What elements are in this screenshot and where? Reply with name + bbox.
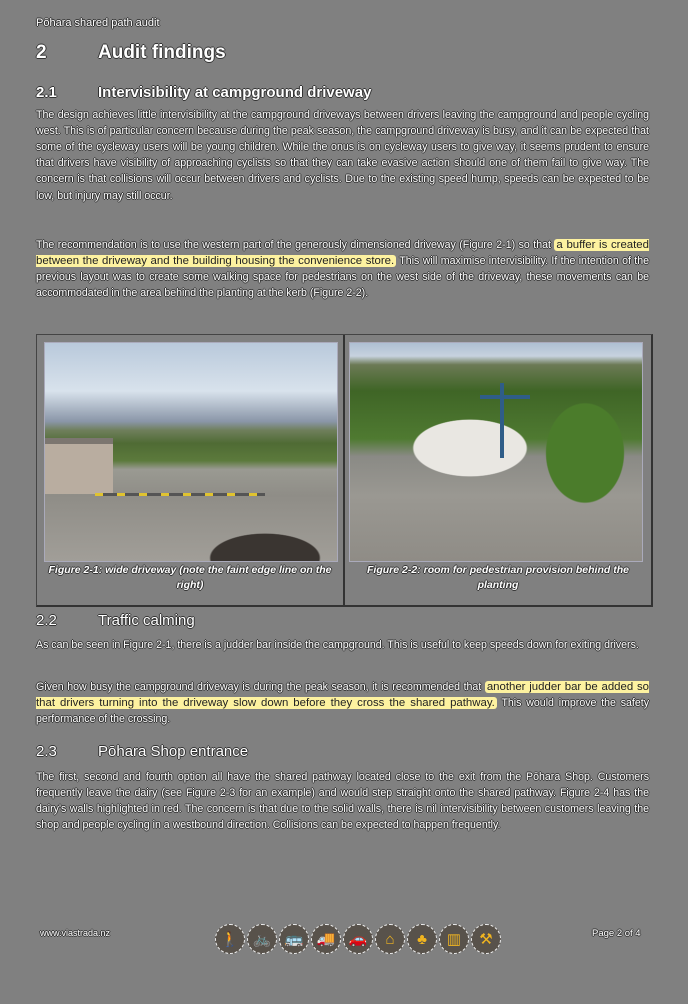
section-number: 2 xyxy=(36,42,47,63)
subsection-number: 2.1 xyxy=(36,84,57,101)
subsection-title: Traffic calming xyxy=(98,612,195,629)
highlighted-text: another judder bar be added so that drivers turning into the driveway slow down before they cross the shared pathway. xyxy=(36,680,649,709)
paragraph: The first, second and fourth option all have the shared pathway located close to the exit from the Pōhara Shop. Customers frequently leave the dairy (see Figure 2-3 for an example) and would step straight onto the shared pathway. Figure 2-4 has the dairy's walls highlighted in red. The concern is that due to the solid walls, there is nil intervisibility between customers leaving the shop and people cycling in a westbound direction. Collisions can be expected to happen frequently. xyxy=(36,770,649,832)
paragraph: As can be seen in Figure 2-1, there is a judder bar inside the campground. This is useful to keep speeds down for exiting drivers. xyxy=(36,638,639,651)
footer-icon-strip xyxy=(215,924,501,954)
text-run: This will maximise intervisibility. If the intention of the previous layout was to create some walking space for pedestrians on the west side of the driveway, these movements can be accommodated in the area behind the planting at the kerb (Figure 2-2). xyxy=(36,254,649,300)
section-title: Audit findings xyxy=(98,42,226,63)
footer-url[interactable]: www.viastrada.nz xyxy=(40,928,111,938)
photo-planting-signpost xyxy=(349,342,643,562)
page-number: Page 2 of 4 xyxy=(592,928,641,939)
highlighted-text: a buffer is created between the driveway and the building housing the convenience store. xyxy=(36,238,649,267)
house-icon: ⌂ xyxy=(375,924,405,954)
text-run: This would improve the safety performance of the crossing. xyxy=(36,696,649,725)
figure-caption: Figure 2-1: wide driveway (note the faint edge line on the right) xyxy=(48,564,332,591)
figure-2-2 xyxy=(343,335,651,605)
paragraph-highlighted xyxy=(36,679,649,728)
paragraph: The design achieves little intervisibility at the campground driveways between drivers leaving the campground and people cycling west. This is of particular concern because during the peak season, the campground driveway is busy, and it can be expected that some of the cycleway users will be young children. While the onus is on cycleway users to give way, it seems prudent to ensure that drivers have visibility of approaching cyclists so that they can take evasive action should one of them fail to give way. The concern is that collisions will occur between drivers and cyclists. Due to the existing speed hump, speeds can be expected to be low, but injury may still occur. xyxy=(36,108,649,202)
car-icon: 🚗 xyxy=(343,924,373,954)
subsection-heading-2-2 xyxy=(36,612,195,629)
cyclist-icon: 🚲 xyxy=(247,924,277,954)
subsection-heading-2-1 xyxy=(36,84,371,101)
text-run: Given how busy the campground driveway is during the peak season, it is recommended that xyxy=(36,680,485,693)
tree-icon: ♣ xyxy=(407,924,437,954)
running-header: Pōhara shared path audit xyxy=(36,17,160,29)
figure-2-1 xyxy=(37,335,343,605)
subsection-number: 2.2 xyxy=(36,612,57,629)
figure-table xyxy=(36,334,653,607)
subsection-title: Pōhara Shop entrance xyxy=(98,743,249,760)
subsection-heading-2-3 xyxy=(36,743,248,760)
figure-caption: Figure 2-2: room for pedestrian provision behind the planting xyxy=(367,564,629,591)
pedestrians-icon: 🚶 xyxy=(215,924,245,954)
section-heading xyxy=(36,42,226,64)
bus-icon: 🚌 xyxy=(279,924,309,954)
paragraph-highlighted xyxy=(36,237,649,302)
city-icon: ▥ xyxy=(439,924,469,954)
text-run: The recommendation is to use the western part of the generously dimensioned driveway (Figure 2-1) so that xyxy=(36,238,555,251)
crane-icon: ⚒ xyxy=(471,924,501,954)
photo-wide-driveway xyxy=(44,342,338,562)
truck-icon: 🚚 xyxy=(311,924,341,954)
subsection-title: Intervisibility at campground driveway xyxy=(98,84,372,101)
subsection-number: 2.3 xyxy=(36,743,57,760)
